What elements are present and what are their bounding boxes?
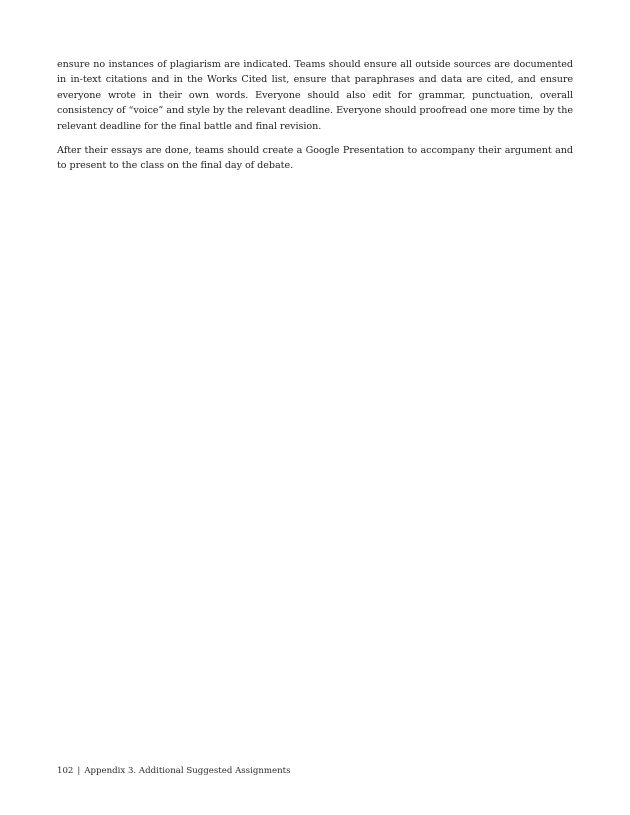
page-footer — [57, 765, 291, 777]
footer-section-title: Appendix 3. Additional Suggested Assignments — [84, 766, 291, 776]
page-number: 102 — [57, 766, 74, 776]
paragraph-plagiarism-check: ensure no instances of plagiarism are indicated. Teams should ensure all outside sources are documented in in-text citations and in the Works Cited list, ensure that paraphrases and data are cited, and ensure everyone wrote in their own words. Everyone should also edit for grammar, punctuation, overall consistency of “voice” and style by the relevant deadline. Everyone should proofread one more time by the relevant deadline for the final battle and final revision. — [57, 59, 573, 132]
paragraph-google-presentation: After their essays are done, teams should create a Google Presentation to accompany their argument and to present to the class on the final day of debate. — [57, 145, 573, 172]
body-text — [57, 57, 573, 183]
footer-separator: | — [77, 766, 81, 776]
